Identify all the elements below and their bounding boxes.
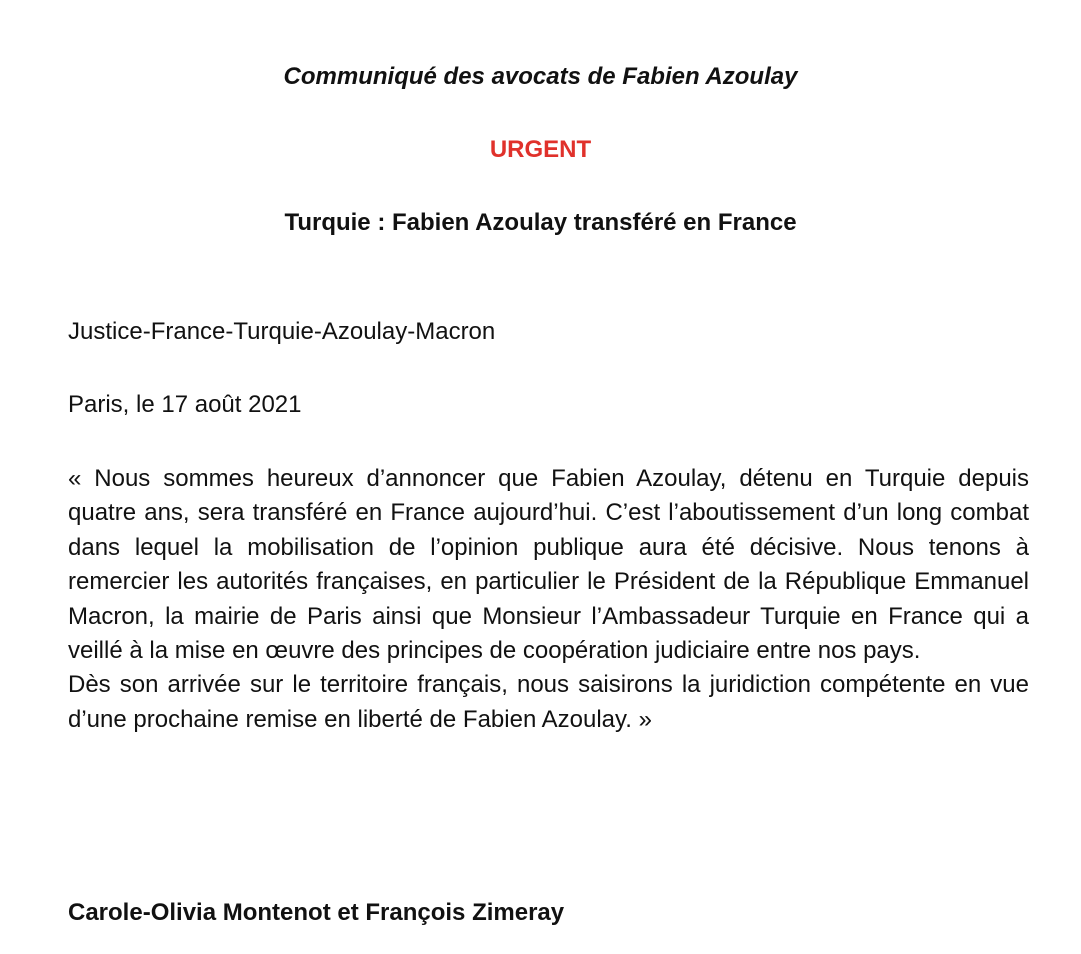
statement-paragraph: Dès son arrivée sur le territoire français, nous saisirons la juridiction compétente en vue d’une prochaine remise en liberté de Fabien Azoulay. » <box>68 671 1029 733</box>
urgent-label: URGENT <box>489 136 592 163</box>
signature: Carole-Olivia Montenot et François Zimeray <box>68 899 565 926</box>
keywords-line: Justice-France-Turquie-Azoulay-Macron <box>68 318 496 345</box>
statement-body <box>68 462 1029 737</box>
document-subtitle: Turquie : Fabien Azoulay transféré en France <box>284 209 797 236</box>
document-title: Communiqué des avocats de Fabien Azoulay <box>283 63 798 90</box>
statement-paragraph: « Nous sommes heureux d’annoncer que Fabien Azoulay, détenu en Turquie depuis quatre ans, sera transféré en France aujourd’hui. C’est l’aboutissement d’un long combat dans lequel la mobilisation de l’opinion publique aura été décisive. Nous tenons à remercier les autorités françaises, en particulier le Président de la République Emmanuel Macron, la mairie de Paris ainsi que Monsieur l’Ambassadeur Turquie en France qui a veillé à la mise en œuvre des principes de coopération judiciaire entre nos pays. <box>68 465 1029 665</box>
dateline: Paris, le 17 août 2021 <box>68 391 302 418</box>
